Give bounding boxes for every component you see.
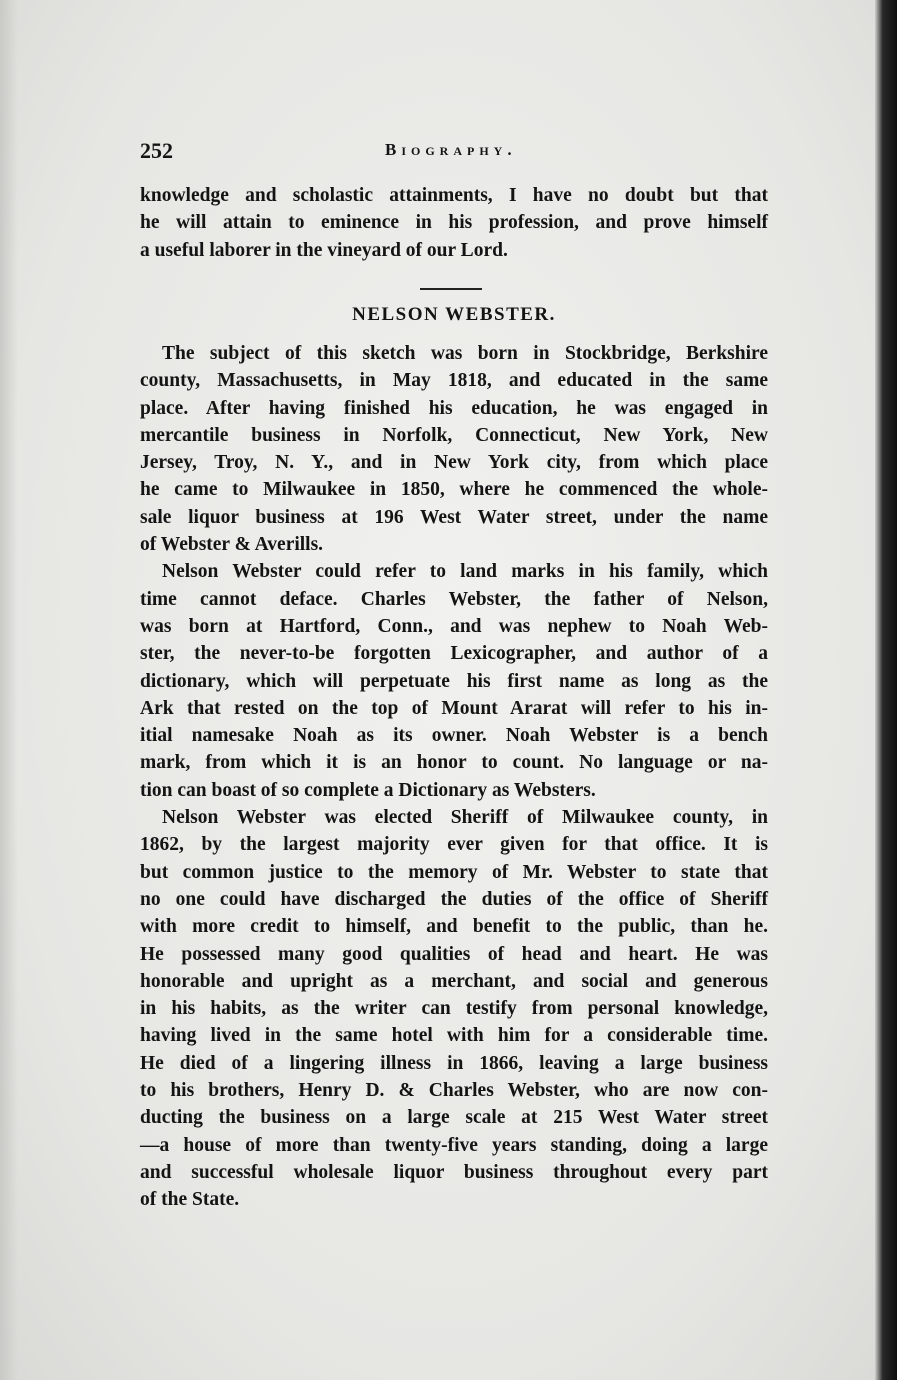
intro-paragraph <box>140 182 768 264</box>
text-line: Jersey, Troy, N. Y., and in New York city, from which place <box>140 452 768 474</box>
text-line: ducting the business on a large scale at 215 West Water street <box>140 1107 768 1129</box>
text-line: itial namesake Noah as its owner. Noah Webster is a bench <box>140 725 768 747</box>
text-line: Ark that rested on the top of Mount Ararat will refer to his in- <box>140 697 768 719</box>
section-heading: NELSON WEBSTER. <box>352 304 556 325</box>
book-binding-edge <box>875 0 897 1380</box>
page-number: 252 <box>140 138 173 163</box>
text-line: Nelson Webster was elected Sheriff of Milwaukee county, in <box>162 807 768 829</box>
text-line: in his habits, as the writer can testify from personal knowledge, <box>140 998 768 1020</box>
text-line: knowledge and scholastic attainments, I have no doubt but that <box>140 185 768 206</box>
text-line: place. After having finished his education, he was engaged in <box>140 397 768 419</box>
section-divider-rule <box>420 288 482 290</box>
text-line: tion can boast of so complete a Dictionary as Websters. <box>140 779 596 801</box>
running-head <box>140 138 770 166</box>
text-line: sale liquor business at 196 West Water street, under the name <box>140 506 768 528</box>
text-line: honorable and upright as a merchant, and social and generous <box>140 970 768 992</box>
page-edge-shadow <box>0 0 18 1380</box>
text-line: of Webster & Averills. <box>140 534 324 556</box>
text-line: time cannot deface. Charles Webster, the father of Nelson, <box>140 588 768 610</box>
text-line: was born at Hartford, Conn., and was nephew to Noah Web- <box>140 615 768 637</box>
running-title: Biography. <box>385 140 517 159</box>
text-line: to his brothers, Henry D. & Charles Webster, who are now con- <box>140 1080 768 1102</box>
text-line: The subject of this sketch was born in Stockbridge, Berkshire <box>162 343 768 364</box>
text-line: county, Massachusetts, in May 1818, and educated in the same <box>140 370 768 392</box>
text-line: He possessed many good qualities of head and heart. He was <box>140 943 768 965</box>
text-line: Nelson Webster could refer to land marks in his family, which <box>162 561 768 583</box>
text-line: he came to Milwaukee in 1850, where he commenced the whole- <box>140 479 768 501</box>
biography-body <box>140 340 768 1214</box>
text-line: with more credit to himself, and benefit to the public, than he. <box>140 916 768 938</box>
text-line: having lived in the same hotel with him for a considerable time. <box>140 1025 768 1047</box>
text-line: and successful wholesale liquor business throughout every part <box>140 1161 768 1183</box>
text-line: mark, from which it is an honor to count. No language or na- <box>140 752 768 774</box>
text-line: 1862, by the largest majority ever given for that office. It is <box>140 834 768 856</box>
text-line: dictionary, which will perpetuate his first name as long as the <box>140 670 768 692</box>
text-line: he will attain to eminence in his profession, and prove himself <box>140 212 768 234</box>
text-line: ster, the never-to-be forgotten Lexicographer, and author of a <box>140 643 768 665</box>
text-line: but common justice to the memory of Mr. Webster to state that <box>140 861 768 883</box>
text-line: mercantile business in Norfolk, Connecticut, New York, New <box>140 424 768 446</box>
text-line: no one could have discharged the duties of the office of Sheriff <box>140 888 768 910</box>
text-line: of the State. <box>140 1189 240 1211</box>
text-line: He died of a lingering illness in 1866, leaving a large business <box>140 1052 768 1074</box>
text-line: a useful laborer in the vineyard of our Lord. <box>140 239 508 261</box>
text-line: —a house of more than twenty-five years standing, doing a large <box>140 1134 768 1156</box>
